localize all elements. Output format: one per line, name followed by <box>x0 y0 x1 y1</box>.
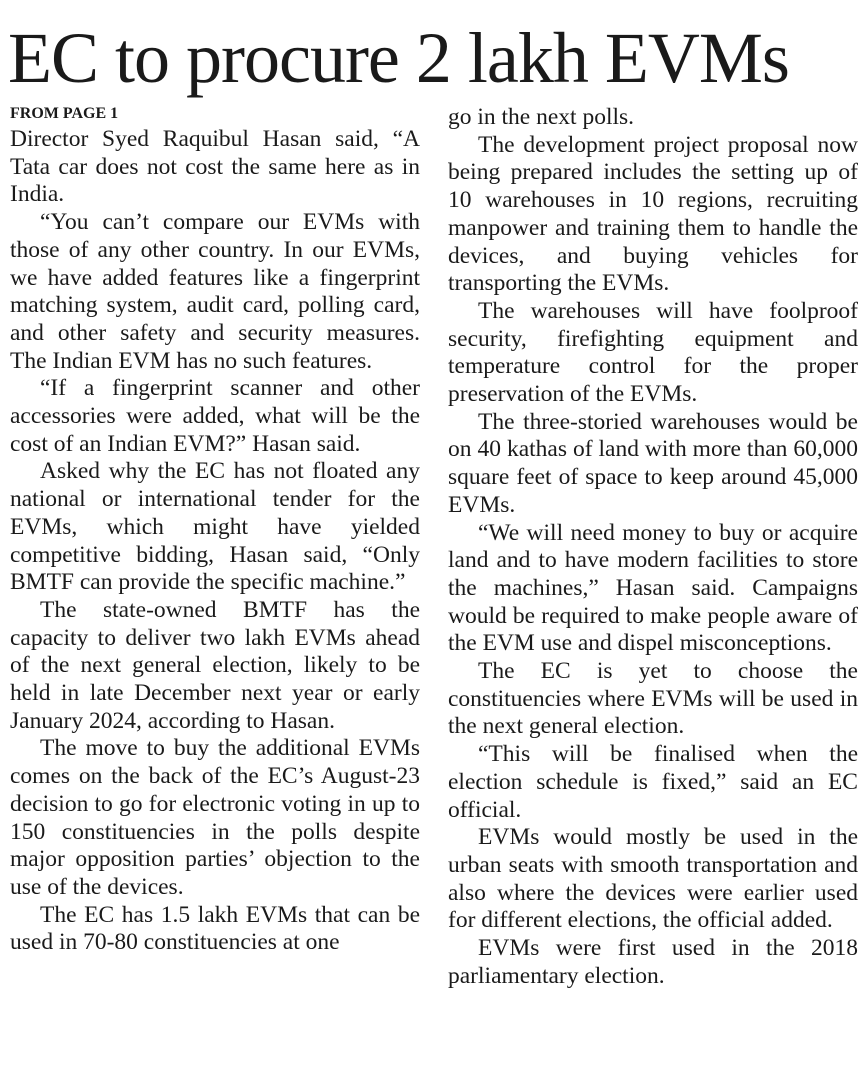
paragraph: The EC has 1.5 lakh EVMs that can be used in 70-80 constituencies at one <box>10 901 420 956</box>
paragraph: “We will need money to buy or acquire land and to have modern facilities to store the machines,” Hasan said. Campaigns would be required to make people aware of the EVM use and dispel misconceptions. <box>448 519 858 657</box>
paragraph: The warehouses will have foolproof security, firefighting equipment and temperature control for the proper preservation of the EVMs. <box>448 297 858 408</box>
paragraph: EVMs were first used in the 2018 parliamentary election. <box>448 935 858 989</box>
paragraph: The EC is yet to choose the constituencies where EVMs will be used in the next general election. <box>448 658 858 740</box>
paragraph: “This will be finalised when the election schedule is fixed,” said an EC official. <box>448 741 858 823</box>
paragraph: The three-storied warehouses would be on 40 kathas of land with more than 60,000 square feet of space to keep around 45,000 EVMs. <box>448 408 858 518</box>
paragraph: “You can’t compare our EVMs with those of any other country. In our EVMs, we have added features like a fingerprint matching system, audit card, polling card, and other safety and security measures. The Indian EVM has no such features. <box>10 209 420 374</box>
paragraph: “If a fingerprint scanner and other accessories were added, what will be the cost of an Indian EVM?” Hasan said. <box>10 375 420 457</box>
left-column <box>10 104 420 957</box>
paragraph: go in the next polls. <box>448 104 635 130</box>
paragraph: Director Syed Raquibul Hasan said, “A Tata car does not cost the same here as in India. <box>10 126 420 208</box>
paragraph: The development project proposal now being prepared includes the setting up of 10 warehouses in 10 regions, recruiting manpower and training them to handle the devices, and buying vehicles for transporting the EVMs. <box>448 131 858 297</box>
paragraph: Asked why the EC has not floated any national or international tender for the EVMs, which might have yielded competitive bidding, Hasan said, “Only BMTF can provide the specific machine.” <box>10 458 420 596</box>
kicker: FROM PAGE 1 <box>10 105 119 122</box>
right-column <box>448 104 858 991</box>
paragraph: EVMs would mostly be used in the urban seats with smooth transportation and also where the devices were earlier used for different elections, the official added. <box>448 824 858 934</box>
paragraph: The state-owned BMTF has the capacity to deliver two lakh EVMs ahead of the next general election, likely to be held in late December next year or early January 2024, according to Hasan. <box>10 596 420 734</box>
paragraph: The move to buy the additional EVMs comes on the back of the EC’s August-23 decision to go for electronic voting in up to 150 constituencies in the polls despite major opposition parties’ objection to the use of the devices. <box>10 735 420 900</box>
headline: EC to procure 2 lakh EVMs <box>8 18 789 98</box>
